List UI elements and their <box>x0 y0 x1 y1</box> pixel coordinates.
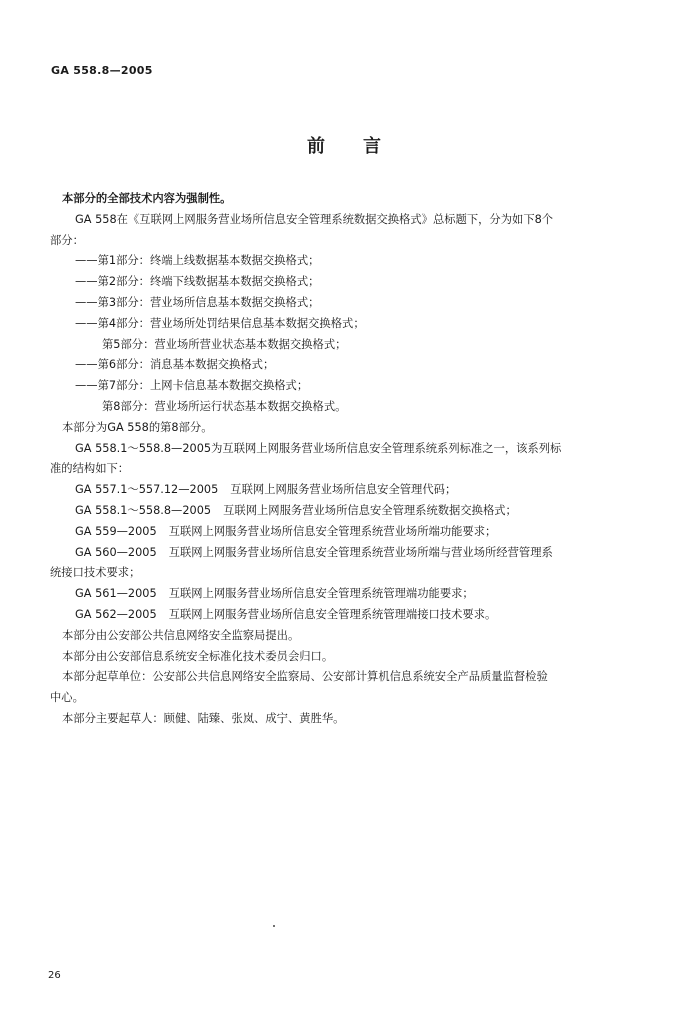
standard-list-item <box>62 584 652 605</box>
part-list-item: ——第4部分：营业场所处罚结果信息基本数据交换格式； <box>75 316 365 330</box>
standard-list-item <box>62 480 652 501</box>
drafters-statement: 本部分主要起草人：顾健、陆臻、张岚、成宁、黄胜华。 <box>62 711 345 725</box>
standard-title: 互联网上网服务营业场所信息安全管理系统管理端接口技术要求。 <box>168 607 497 621</box>
this-part-statement: 本部分为GA 558的第8部分。 <box>62 420 213 434</box>
document-body <box>50 189 652 730</box>
part-list-item: ——第3部分：营业场所信息基本数据交换格式； <box>75 295 320 309</box>
mandatory-statement: 本部分的全部技术内容为强制性。 <box>62 192 232 205</box>
series-paragraph-line-2: 准的结构如下： <box>50 462 130 476</box>
managed-by-statement: 本部分由公安部信息系统安全标准化技术委员会归口。 <box>62 649 334 663</box>
drafting-units-line-1: 本部分起草单位：公安部公共信息网络安全监察局、公安部计算机信息系统安全产品质量监督检验 <box>62 670 548 684</box>
standard-code: GA 562—2005 <box>75 607 157 621</box>
standard-title: 互联网上网服务营业场所信息安全管理代码； <box>230 483 457 497</box>
part-list-item: ——第2部分：终端下线数据基本数据交换格式； <box>75 275 320 289</box>
intro-paragraph-line-1: GA 558在《互联网上网服务营业场所信息安全管理系统数据交换格式》总标题下，分为如下8个 <box>75 212 554 226</box>
document-code: GA 558.8—2005 <box>51 64 153 77</box>
proposed-by-statement: 本部分由公安部公共信息网络安全监察局提出。 <box>62 628 300 642</box>
standard-560-continuation: 统接口技术要求； <box>50 566 141 580</box>
standard-list-item <box>62 605 652 626</box>
standard-code: GA 557.1～557.12—2005 <box>75 483 219 497</box>
page-title: 前言 <box>307 136 419 157</box>
scan-speck <box>273 925 275 927</box>
standard-code: GA 558.1～558.8—2005 <box>75 503 212 517</box>
standard-list-item <box>62 501 652 522</box>
part-list-item: ——第1部分：终端上线数据基本数据交换格式； <box>75 254 320 268</box>
part-list-item: ——第7部分：上网卡信息基本数据交换格式； <box>75 379 309 393</box>
standard-title: 互联网上网服务营业场所信息安全管理系统营业场所端功能要求； <box>168 524 497 538</box>
standard-code: GA 560—2005 <box>75 545 157 559</box>
standard-title: 互联网上网服务营业场所信息安全管理系统营业场所端与营业场所经营管理系 <box>168 545 553 559</box>
part-list-item: 第5部分：营业场所营业状态基本数据交换格式； <box>102 337 347 351</box>
drafting-units-line-2: 中心。 <box>50 691 84 705</box>
intro-paragraph-line-2: 部分： <box>50 233 84 247</box>
series-paragraph-line-1: GA 558.1～558.8—2005为互联网上网服务营业场所信息安全管理系统系列标准之一，该系列标 <box>75 441 562 455</box>
part-list-item: 第8部分：营业场所运行状态基本数据交换格式。 <box>102 399 347 413</box>
standard-list-item <box>62 522 652 543</box>
standard-code: GA 559—2005 <box>75 524 157 538</box>
standard-title: 互联网上网服务营业场所信息安全管理系统管理端功能要求； <box>168 587 474 601</box>
standard-code: GA 561—2005 <box>75 587 157 601</box>
standard-list-item <box>62 543 652 564</box>
page-number: 26 <box>48 970 61 981</box>
standard-title: 互联网上网服务营业场所信息安全管理系统数据交换格式； <box>223 503 517 517</box>
part-list-item: ——第6部分：消息基本数据交换格式； <box>75 358 275 372</box>
